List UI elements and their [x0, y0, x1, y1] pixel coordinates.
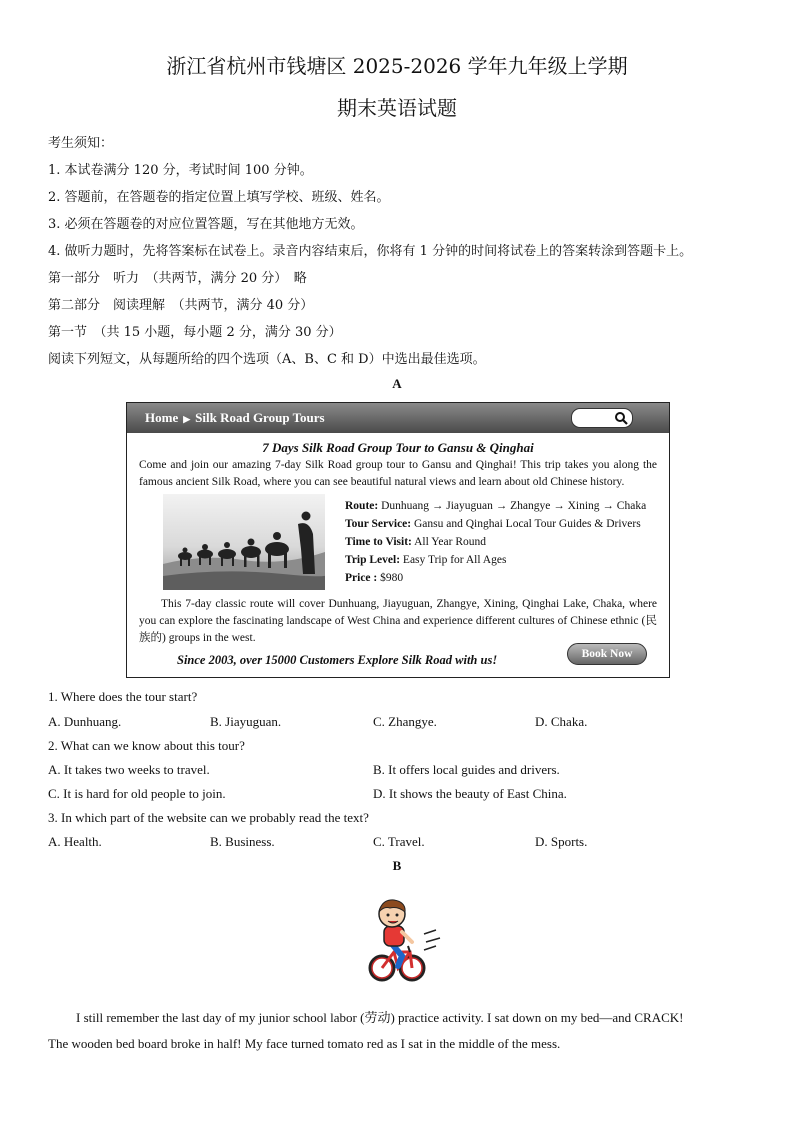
question-option: D. Chaka.: [535, 714, 588, 729]
passage-b-line: The wooden bed board broke in half! My face turned tomato red as I sat in the middle of the mess.: [48, 1036, 561, 1051]
notice-heading: 考生须知：: [48, 136, 114, 151]
part1-heading: 第一部分 听力 （共两节，满分 20 分） 略: [48, 271, 307, 286]
question-option: D. Sports.: [535, 834, 588, 849]
tour-service: Tour Service: Gansu and Qinghai Local Tour Guides & Drivers: [345, 518, 641, 530]
exam-title-line1: 浙江省杭州市钱塘区 2025-2026 学年九年级上学期: [166, 54, 628, 78]
question-stem: 2. What can we know about this tour?: [48, 738, 245, 753]
question-option: B. Business.: [210, 834, 275, 849]
tour-time: Time to Visit: All Year Round: [345, 536, 486, 548]
passage-b-letter: B: [392, 858, 402, 873]
section1-heading: 第一节 （共 15 小题，每小题 2 分，满分 30 分）: [48, 325, 342, 340]
breadcrumb-arrow-icon: ▶: [183, 414, 191, 424]
tour-title: 7 Days Silk Road Group Tour to Gansu & Qinghai: [262, 440, 534, 455]
website-header: [127, 403, 669, 433]
exam-title-line2: 期末英语试题: [337, 96, 457, 120]
breadcrumb: [145, 410, 325, 426]
reading-instruction: 阅读下列短文，从每题所给的四个选项（A、B、C 和 D）中选出最佳选项。: [48, 352, 486, 367]
breadcrumb-page: Silk Road Group Tours: [195, 410, 325, 425]
question-stem: 1. Where does the tour start?: [48, 689, 198, 704]
passage-b-line: I still remember the last day of my junior school labor (劳动) practice activity. I sat down on my bed—and CRACK!: [76, 1010, 684, 1025]
question-option: A. Dunhuang.: [48, 714, 122, 729]
question-option: B. It offers local guides and drivers.: [373, 762, 560, 777]
tour-tagline: Since 2003, over 15000 Customers Explore Silk Road with us!: [177, 653, 498, 667]
question-option: C. It is hard for old people to join.: [48, 786, 226, 801]
breadcrumb-home: Home: [145, 410, 179, 425]
notice-item: 1. 本试卷满分 120 分，考试时间 100 分钟。: [48, 163, 313, 178]
part2-heading: 第二部分 阅读理解 （共两节，满分 40 分）: [48, 298, 314, 313]
tour-advertisement: [126, 402, 670, 678]
tour-price: Price : $980: [345, 572, 404, 584]
question-option: C. Zhangye.: [373, 714, 437, 729]
camel-caravan-photo: [163, 494, 325, 590]
tour-intro: Come and join our amazing 7-day Silk Road group tour to Gansu and Qinghai! This trip takes you along the famous ancient Silk Road, where you can see beautiful natural views and learn about old Chinese history.: [139, 459, 657, 488]
tour-description: This 7-day classic route will cover Dunhuang, Jiayuguan, Zhangye, Xining, Qinghai Lake, Chaka, where you can explore the fascinating landscape of West China and experience different cultures of Chinese ethnic (民族的) groups in the west.: [139, 598, 657, 644]
question-option: D. It shows the beauty of East China.: [373, 786, 567, 801]
tour-level: Trip Level: Easy Trip for All Ages: [345, 554, 507, 566]
book-now-button[interactable]: Book Now: [567, 643, 647, 665]
question-option: C. Travel.: [373, 834, 425, 849]
notice-item: 3. 必须在答题卷的对应位置答题，写在其他地方无效。: [48, 217, 364, 232]
question-stem: 3. In which part of the website can we probably read the text?: [48, 810, 369, 825]
notice-item: 4. 做听力题时，先将答案标在试卷上。录音内容结束后，你将有 1 分钟的时间将试卷上的答案转涂到答题卡上。: [48, 244, 693, 259]
passage-a-letter: A: [392, 376, 402, 391]
question-option: A. It takes two weeks to travel.: [48, 762, 210, 777]
search-icon: [614, 411, 628, 425]
question-option: B. Jiayuguan.: [210, 714, 282, 729]
tour-route: Route: Dunhuang → Jiayuguan → Zhangye → Xining → Chaka: [345, 500, 647, 512]
boy-riding-bike-illustration: [362, 896, 442, 986]
question-option: A. Health.: [48, 834, 102, 849]
notice-item: 2. 答题前，在答题卷的指定位置上填写学校、班级、姓名。: [48, 190, 390, 205]
search-box: [571, 408, 633, 428]
